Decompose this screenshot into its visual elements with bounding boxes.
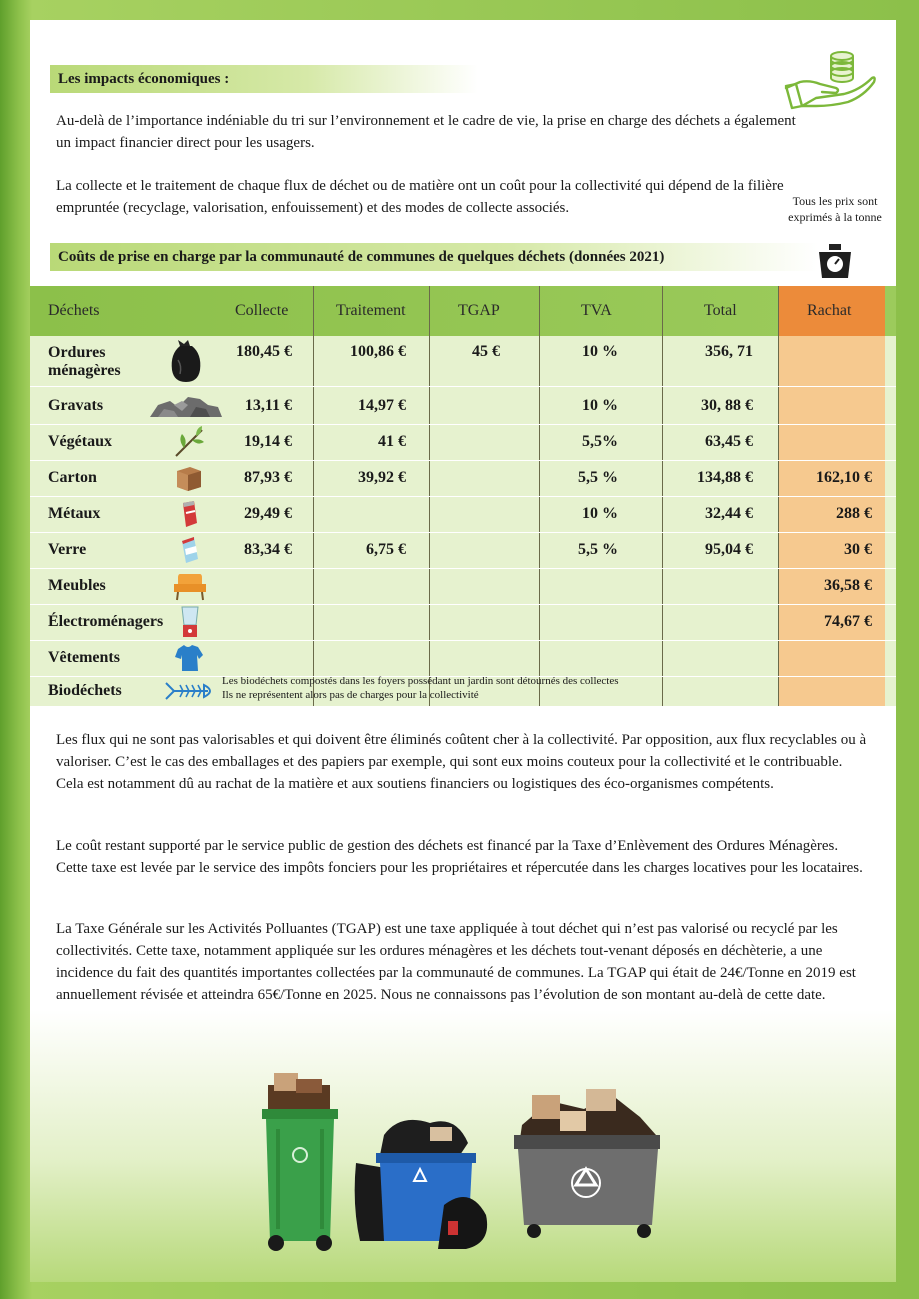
cell-collecte: 83,34 €: [244, 541, 292, 558]
hand-coins-icon: [782, 36, 878, 110]
body-paragraph-1: Les flux qui ne sont pas valorisables et qui doivent être éliminés coûtent cher à la collectivité. Par opposition, aux flux recyclables ou à valoriser. C’est le cas des emballages et des papiers par exemple, qui sont eux moins couteux pour la collectivité et le contribuable. Cela est notamment dû au rachat de la matière et aux soutiens financiers ou logistiques des éco-organismes compétents.: [56, 732, 867, 792]
row-label: Gravats: [48, 397, 104, 414]
section-title-costs: Coûts de prise en charge par la communauté de communes de quelques déchets (données 2021): [50, 243, 818, 271]
price-unit-note: Tous les prix sont exprimés à la tonne: [788, 194, 882, 224]
garbage-bins-illustration: [260, 1065, 660, 1275]
grey-container-icon: [514, 1089, 660, 1238]
cost-table: [30, 286, 896, 706]
green-bin-icon: [262, 1073, 338, 1251]
row-label: Meubles: [48, 577, 106, 594]
header-dechets: Déchets: [48, 302, 100, 319]
cell-collecte: 19,14 €: [244, 433, 292, 450]
table-row: [30, 640, 896, 677]
row-label: Électroménagers: [48, 613, 164, 630]
cell-tva: 5,5 %: [578, 469, 618, 486]
cell-tva: 5,5%: [582, 433, 618, 450]
cell-rachat: 74,67 €: [824, 613, 872, 630]
cell-traitement: 14,97 €: [358, 397, 406, 414]
row-label: Carton: [48, 469, 97, 486]
can-icon: [178, 499, 200, 529]
scale-icon: [815, 244, 855, 280]
cell-total: 356, 71: [705, 343, 753, 360]
tshirt-icon: [174, 643, 204, 673]
cell-total: 134,88 €: [697, 469, 753, 486]
cell-tva: 10 %: [582, 343, 618, 360]
table-row: [30, 388, 896, 425]
blue-bin-icon: [355, 1120, 487, 1249]
table-row: [30, 496, 896, 533]
body-paragraph-2: Le coût restant supporté par le service public de gestion des déchets est financé par la Taxe d’Enlèvement des Ordures Ménagères. Cette taxe est levée par le service des impôts fonciers pour les propriétaires et répercutée dans les charges locatives pour les locataires.: [56, 838, 863, 876]
cell-rachat: 162,10 €: [816, 469, 872, 486]
cell-tva: 10 %: [582, 505, 618, 522]
trash-bag-icon: [168, 338, 204, 382]
header-collecte: Collecte: [235, 302, 289, 319]
row-label: Végétaux: [48, 433, 112, 450]
row-label: Métaux: [48, 505, 101, 522]
cell-traitement: 39,92 €: [358, 469, 406, 486]
cell-total: 30, 88 €: [701, 397, 753, 414]
cell-traitement: 41 €: [378, 433, 406, 450]
table-row: [30, 604, 896, 641]
row-label: Ordures ménagères: [48, 344, 121, 379]
header-rachat: Rachat: [807, 302, 852, 319]
cell-traitement: 100,86 €: [350, 343, 406, 360]
cell-total: 63,45 €: [705, 433, 753, 450]
cell-collecte: 180,45 €: [236, 343, 292, 360]
glass-jar-icon: [178, 535, 200, 565]
fish-bone-icon: [164, 679, 216, 703]
cell-total: 32,44 €: [705, 505, 753, 522]
biodechets-note: [222, 674, 619, 702]
intro-paragraph-1: Au-delà de l’importance indéniable du tri sur l’environnement et le cadre de vie, la prise en charge des déchets a également un impact financier direct pour les usagers.: [56, 113, 796, 151]
document-page: [30, 20, 896, 1282]
table-row: [30, 460, 896, 497]
cell-traitement: 6,75 €: [366, 541, 406, 558]
cell-rachat: 36,58 €: [824, 577, 872, 594]
cell-tva: 5,5 %: [578, 541, 618, 558]
cell-total: 95,04 €: [705, 541, 753, 558]
header-traitement: Traitement: [336, 302, 406, 319]
table-row: [30, 532, 896, 569]
cell-rachat: 288 €: [836, 505, 872, 522]
header-total: Total: [704, 302, 737, 319]
blender-icon: [178, 605, 202, 639]
branch-icon: [172, 426, 208, 458]
row-label: Vêtements: [48, 649, 120, 666]
armchair-icon: [172, 570, 208, 602]
row-label: Biodéchets: [48, 682, 122, 699]
cell-collecte: 87,93 €: [244, 469, 292, 486]
cell-collecte: 29,49 €: [244, 505, 292, 522]
cell-tva: 10 %: [582, 397, 618, 414]
row-label: Verre: [48, 541, 87, 558]
header-tva: TVA: [581, 302, 612, 319]
cell-rachat: 30 €: [844, 541, 872, 558]
cardboard-box-icon: [174, 463, 204, 493]
table-row: [30, 568, 896, 605]
body-paragraph-3: La Taxe Générale sur les Activités Polluantes (TGAP) est une taxe appliquée à tout déchet qui n’est pas valorisé ou recyclé par les collectivités. Cette taxe, notamment appliquée sur les ordures ménagères et les déchets tout-venant déposés en déchèterie, a une incidence du fait des quantités importantes collectées par la communauté de communes. La TGAP qui était de 24€/Tonne en 2019 est annuellement révisée et atteindra 65€/Tonne en 2025. Nous ne connaissons pas l’évolution de son montant au-delà de cette date.: [56, 921, 856, 1003]
section-title-economic-impacts: Les impacts économiques :: [50, 65, 478, 93]
header-tgap: TGAP: [458, 302, 500, 319]
cell-collecte: 13,11 €: [244, 397, 292, 414]
table-row: [30, 424, 896, 461]
cell-tgap: 45 €: [472, 343, 500, 360]
intro-paragraph-2: La collecte et le traitement de chaque flux de déchet ou de matière ont un coût pour la collectivité qui dépend de la filière empruntée (recyclage, valorisation, enfouissement) et des modes de collecte associés.: [56, 178, 784, 216]
table-row: [30, 336, 896, 387]
biodechets-note-line-1: Les biodéchets compostés dans les foyers possédant un jardin sont détournés des collectes: [222, 675, 619, 687]
biodechets-note-line-2: Ils ne représentent alors pas de charges pour la collectivité: [222, 689, 479, 701]
